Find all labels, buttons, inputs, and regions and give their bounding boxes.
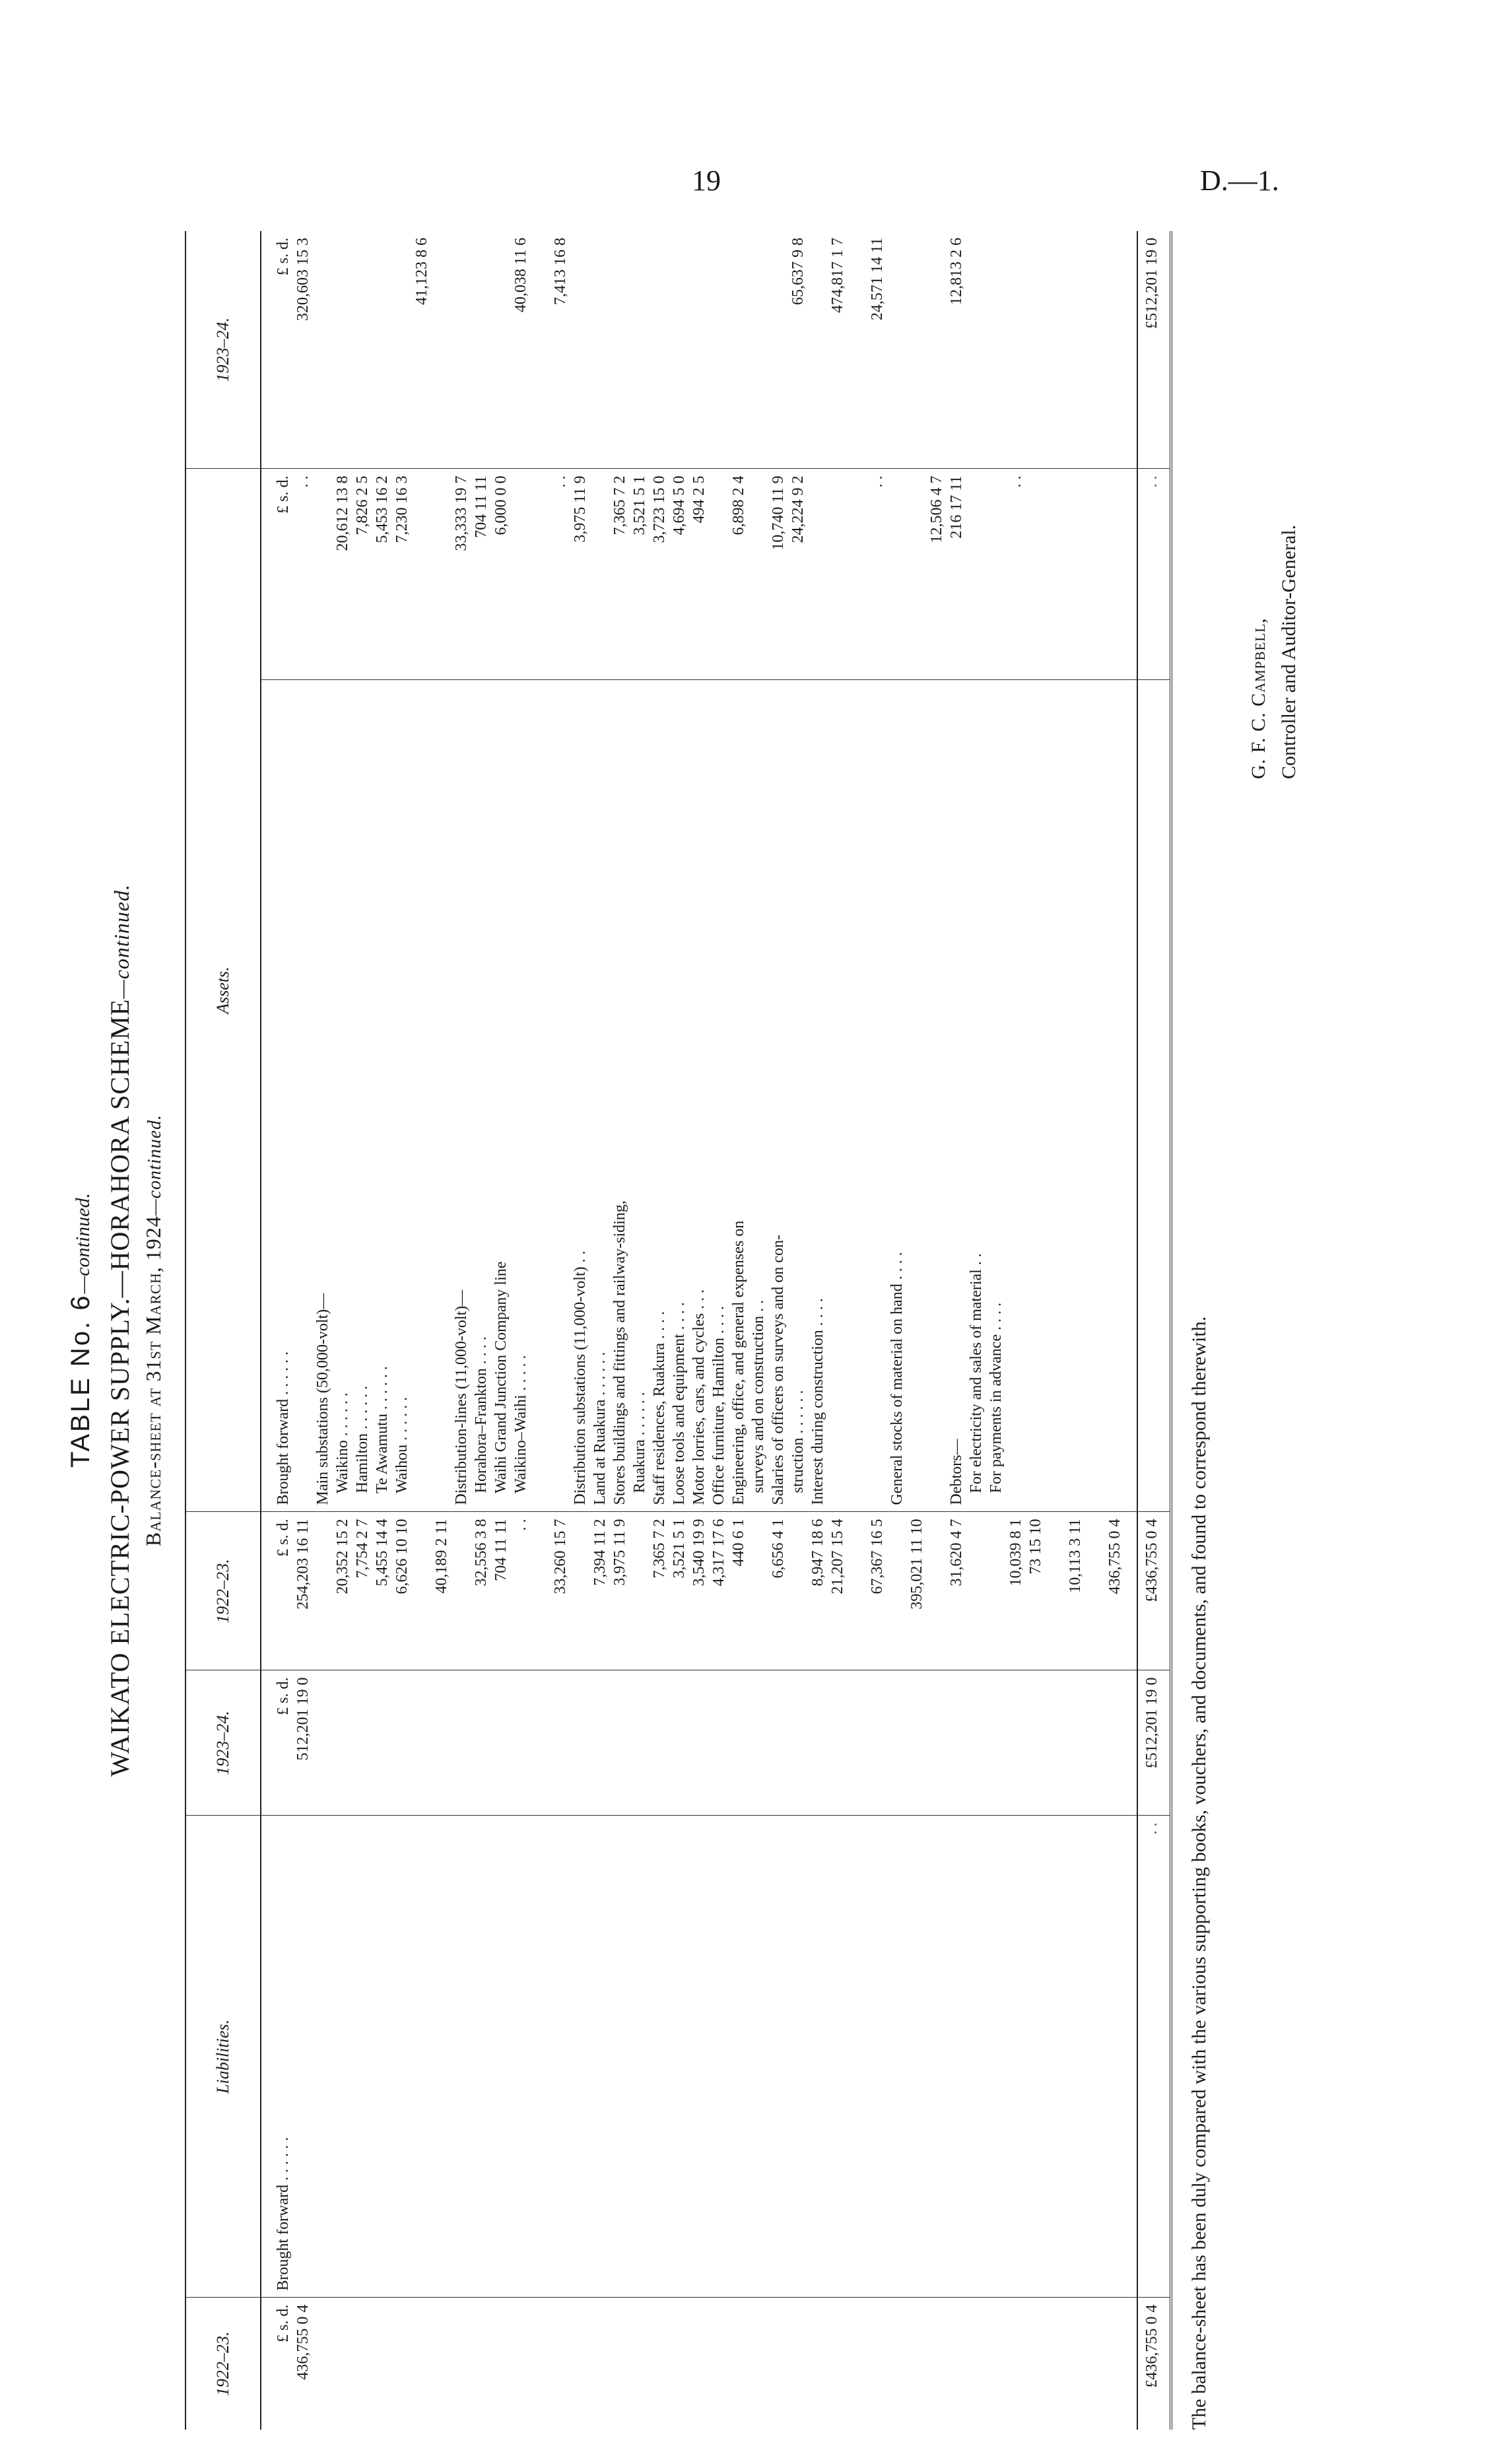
- auditor-title: Controller and Auditor-General.: [1278, 524, 1300, 779]
- header-liabilities-curr: 1923–24.: [185, 1670, 261, 1816]
- header-liabilities-prev: 1922–23.: [185, 2298, 261, 2430]
- header-assets-prev: 1922–23.: [185, 1512, 261, 1670]
- balance-sheet-subtitle: Balance-sheet at 31st March, 1924—continued.: [141, 1114, 165, 1547]
- assets-total-prev: £436,755 0 4: [1137, 1512, 1171, 1670]
- totals-row: [1137, 231, 1171, 2430]
- table-number-title: TABLE No. 6—continued.: [66, 1193, 95, 1468]
- assets-curr-amounts: £ s. d. 320,603 15 3 41,123 8 6 40,038 11 6 7,413 16 8 65,637 9 8 474,817 1 7 24,571 14 11 12,813 2 6: [261, 231, 1137, 469]
- liabilities-total-curr: £512,201 19 0: [1137, 1670, 1171, 1816]
- liabilities-prev-amounts: £ s. d. 436,755 0 4: [275, 2304, 312, 2380]
- assets-total-leader: . .: [1137, 469, 1171, 680]
- scheme-title: WAIKATO ELECTRIC-POWER SUPPLY.—HORAHORA SCHEME—continued.: [105, 883, 135, 1777]
- balance-sheet-table: [185, 231, 1172, 2430]
- assets-total-curr: £512,201 19 0: [1137, 231, 1171, 469]
- assets-prev-amounts: £ s. d. 254,203 16 11 20,352 15 2 7,754 2 7 5,455 14 4 6,626 10 10 40,189 2 11 32,556 3 8 704 11 11 . . 33,260 15 7 7,394 11 2 3,975 11 9 7,365 7 2 3,521 5 1 3,540 19 9 4,317 17 6 440 6 1 6,656 4 1 8,947 18 6 21,207 15 4 67,367 16 5 395,021 11 10 31,620 4 7 10,039 8 1 73 15 10 10,113 3 11 436,755 0 4: [261, 1512, 1137, 1670]
- header-assets: Assets.: [185, 469, 261, 1512]
- document-reference: D.—1.: [1200, 164, 1279, 197]
- body-row: [261, 231, 1137, 2430]
- auditor-name: G. F. C. Campbell,: [1248, 617, 1269, 779]
- assets-sub-amounts: £ s. d. . . 20,612 13 8 7,826 2 5 5,453 16 2 7,230 16 3 33,333 19 7 704 11 11 6,000 0 0 . . 3,975 11 9 7,365 7 2 3,521 5 1 3,723 15 0 4,694 5 0 494 2 5 6,898 2 4 10,740 11 9 24,224 9 2 . . 12,506 4 7 216 17 11 . .: [261, 469, 1137, 680]
- rotated-balance-sheet: [66, 231, 1320, 2430]
- liabilities-total-leader: . .: [1137, 1816, 1171, 2298]
- header-liabilities: Liabilities.: [185, 1816, 261, 2298]
- page-number: 19: [692, 164, 721, 197]
- liabilities-total-prev: £436,755 0 4: [1137, 2298, 1171, 2430]
- liabilities-curr-amounts: £ s. d. 512,201 19 0: [261, 1670, 1137, 1816]
- header-row: [185, 231, 261, 2430]
- assets-description: Brought forward . . . . . . Main substations (50,000-volt)— Waikino . . . . . . Hamilton . . . . . . Te Awamutu . . . . . . Waihou . . . . . . Distribution-lines (11,000-volt)— Horahora–Frankton . . . . Waihi Grand Junction Company line Waikino–Waihi . . . . . Distribution substations (11,000-volt) . . Land at Ruakura . . . . . . Stores buildings and fittings and railway-siding, Ruakura . . . . . . Staff residences, Ruakura . . . . Loose tools and equipment . . . . Motor lorries, cars, and cycles . . . Office furniture, Hamilton . . . . Engineering, office, and general expenses on surveys and on construction . . Salaries of officers on surveys and on con- struction . . . . . . Interest during construction . . . . General stocks of material on hand . . . . Debtors— For electricity and sales of material . . For payments in advance . . . .: [261, 680, 1137, 1512]
- liabilities-description: Brought forward . . . . . .: [261, 1816, 1137, 2298]
- assets-total-blank: [1137, 680, 1171, 1512]
- header-assets-curr: 1923–24.: [185, 231, 261, 469]
- audit-footnote: The balance-sheet has been duly compared with the various supporting books, vouchers, and documents, and found to correspond therewith.: [1188, 1316, 1210, 2430]
